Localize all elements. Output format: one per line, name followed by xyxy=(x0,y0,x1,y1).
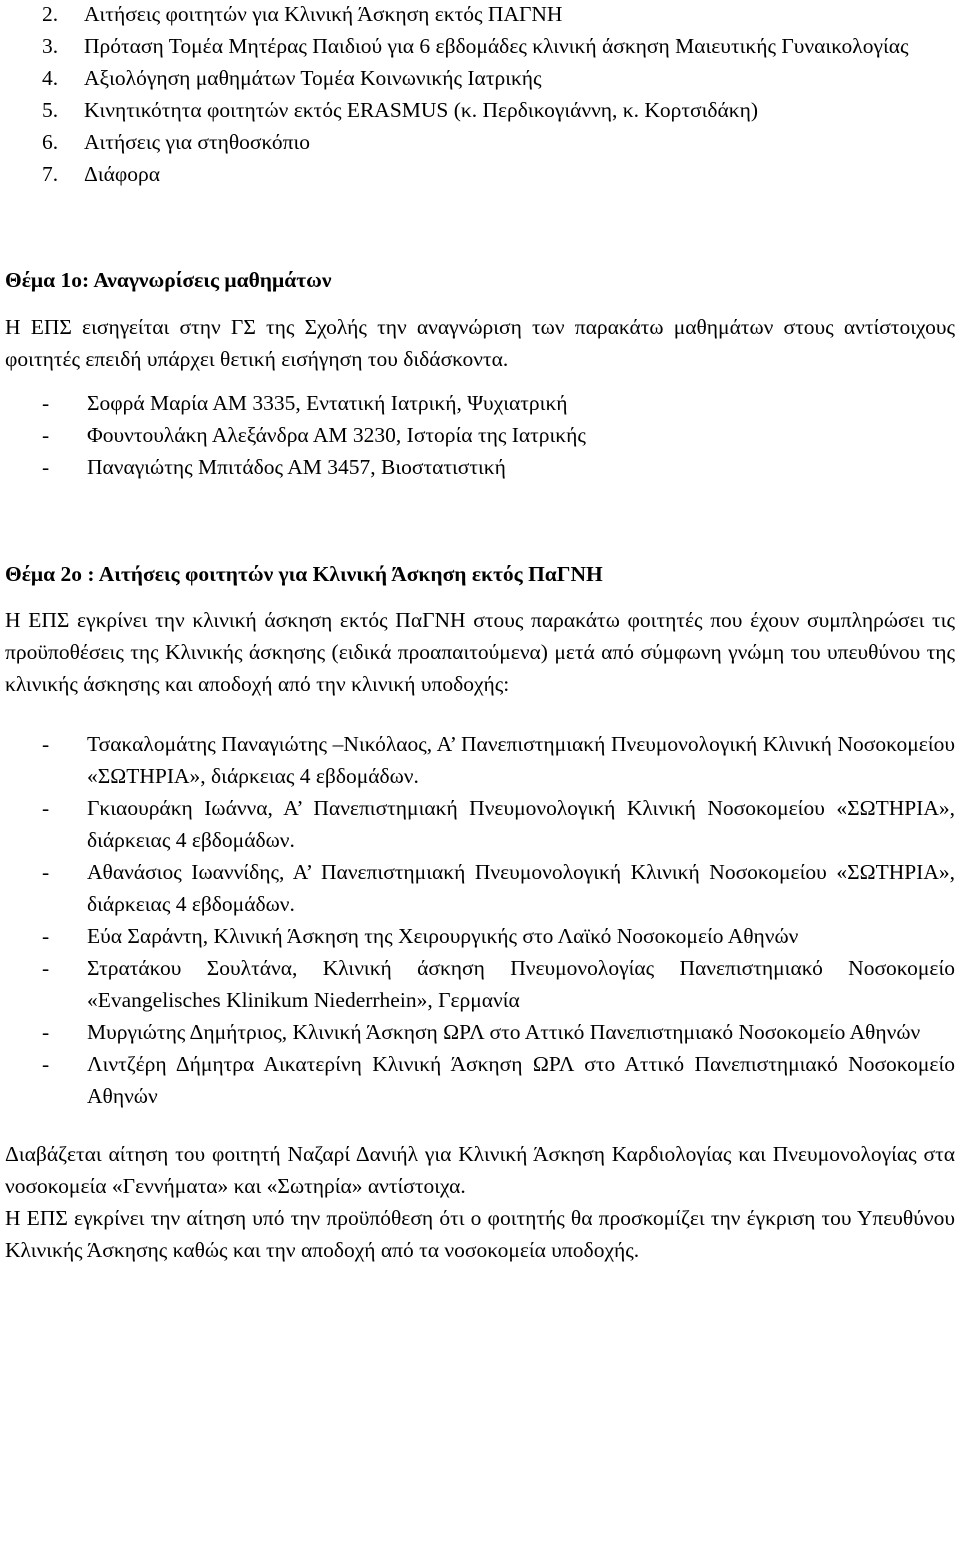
agenda-item-number: 2. xyxy=(42,2,59,26)
list-dash: - xyxy=(42,956,50,980)
agenda-item-text: Αξιολόγηση μαθημάτων Τομέα Κοινωνικής Ιατρικής xyxy=(84,66,542,90)
list-item-text: Εύα Σαράντη, Κλινική Άσκηση της Χειρουργικής στο Λαϊκό Νοσοκομείο Αθηνών xyxy=(87,924,799,948)
agenda-item-number: 6. xyxy=(42,130,59,154)
list-dash: - xyxy=(42,924,50,948)
list-dash: - xyxy=(42,1020,50,1044)
agenda-item xyxy=(5,30,955,62)
list-item xyxy=(5,451,955,483)
closing-paragraph-application: Διαβάζεται αίτηση του φοιτητή Ναζαρί Δανιήλ για Κλινική Άσκηση Καρδιολογίας και Πνευμονολογίας στα νοσοκομεία «Γεννήματα» και «Σωτηρία» αντίστοιχα. xyxy=(5,1142,955,1198)
list-item xyxy=(5,920,955,952)
agenda-item-text: Διάφορα xyxy=(84,162,161,186)
list-item-text: Φουντουλάκη Αλεξάνδρα ΑΜ 3230, Ιστορία της Ιατρικής xyxy=(87,423,586,447)
topic1-heading: Θέμα 1ο: Αναγνωρίσεις μαθημάτων xyxy=(5,268,332,292)
topic2-intro: Η ΕΠΣ εγκρίνει την κλινική άσκηση εκτός ΠαΓΝΗ στους παρακάτω φοιτητές που έχουν συμπληρώσει τις προϋποθέσεις της Κλινικής άσκησης (ειδικά προαπαιτούμενα) μετά από σύμφωνη γνώμη του υπευθύνου της κλινικής άσκησης και αποδοχή από την κλινική υποδοχής: xyxy=(5,608,955,696)
list-dash: - xyxy=(42,732,50,756)
agenda-item-number: 4. xyxy=(42,66,59,90)
list-dash: - xyxy=(42,796,50,820)
agenda-item xyxy=(5,158,955,190)
list-item-text: Μυργιώτης Δημήτριος, Κλινική Άσκηση ΩΡΛ στο Αττικό Πανεπιστημιακό Νοσοκομείο Αθηνών xyxy=(87,1020,921,1044)
list-item-text: Τσακαλομάτης Παναγιώτης –Νικόλαος, Α’ Πανεπιστημιακή Πνευμονολογική Κλινική Νοσοκομείου «ΣΩΤΗΡΙΑ», διάρκειας 4 εβδομάδων. xyxy=(87,732,955,788)
list-item xyxy=(5,728,955,792)
topic2-list xyxy=(5,728,955,1112)
agenda-item-text: Αιτήσεις για στηθοσκόπιο xyxy=(84,130,311,154)
topic2-heading: Θέμα 2ο : Αιτήσεις φοιτητών για Κλινική Άσκηση εκτός ΠαΓΝΗ xyxy=(5,562,603,586)
agenda-item-number: 7. xyxy=(42,162,59,186)
list-item-text: Στρατάκου Σουλτάνα, Κλινική άσκηση Πνευμονολογίας Πανεπιστημιακό Νοσοκομείο «Evangelisches Klinikum Niederrhein», Γερμανία xyxy=(87,956,955,1012)
list-item xyxy=(5,952,955,1016)
agenda-item xyxy=(5,126,955,158)
list-item xyxy=(5,387,955,419)
closing-paragraph-approval: Η ΕΠΣ εγκρίνει την αίτηση υπό την προϋπόθεση ότι ο φοιτητής θα προσκομίζει την έγκριση του Υπευθύνου Κλινικής Άσκησης καθώς και την αποδοχή από τα νοσοκομεία υποδοχής. xyxy=(5,1206,955,1262)
list-item xyxy=(5,792,955,856)
list-dash: - xyxy=(42,455,50,479)
agenda-item xyxy=(5,94,955,126)
list-item-text: Λιντζέρη Δήμητρα Αικατερίνη Κλινική Άσκηση ΩΡΛ στο Αττικό Πανεπιστημιακό Νοσοκομείο Αθηνών xyxy=(87,1052,955,1108)
list-item xyxy=(5,1048,955,1112)
list-item-text: Παναγιώτης Μπιτάδος ΑΜ 3457, Βιοστατιστική xyxy=(87,455,506,479)
agenda-item-text: Κινητικότητα φοιτητών εκτός ERASMUS (κ. Περδικογιάννη, κ. Κορτσιδάκη) xyxy=(84,98,759,122)
list-item xyxy=(5,856,955,920)
list-item xyxy=(5,419,955,451)
agenda-item-number: 5. xyxy=(42,98,59,122)
list-dash: - xyxy=(42,423,50,447)
list-dash: - xyxy=(42,860,50,884)
list-dash: - xyxy=(42,391,50,415)
list-item xyxy=(5,1016,955,1048)
agenda-item xyxy=(5,0,955,30)
agenda-item-number: 3. xyxy=(42,34,59,58)
agenda-item-text: Αιτήσεις φοιτητών για Κλινική Άσκηση εκτός ΠΑΓΝΗ xyxy=(84,2,563,26)
list-dash: - xyxy=(42,1052,50,1076)
topic1-intro: Η ΕΠΣ εισηγείται στην ΓΣ της Σχολής την αναγνώριση των παρακάτω μαθημάτων στους αντίστοιχους φοιτητές επειδή υπάρχει θετική εισήγηση του διδάσκοντα. xyxy=(5,315,955,371)
list-item-text: Σοφρά Μαρία ΑΜ 3335, Εντατική Ιατρική, Ψυχιατρική xyxy=(87,391,568,415)
list-item-text: Γκιαουράκη Ιωάννα, Α’ Πανεπιστημιακή Πνευμονολογική Κλινική Νοσοκομείου «ΣΩΤΗΡΙΑ», διάρκειας 4 εβδομάδων. xyxy=(87,796,955,852)
agenda-item xyxy=(5,62,955,94)
agenda-item-text: Πρόταση Τομέα Μητέρας Παιδιού για 6 εβδομάδες κλινική άσκηση Μαιευτικής Γυναικολογίας xyxy=(84,34,909,58)
list-item-text: Αθανάσιος Ιωαννίδης, Α’ Πανεπιστημιακή Πνευμονολογική Κλινική Νοσοκομείου «ΣΩΤΗΡΙΑ», διάρκειας 4 εβδομάδων. xyxy=(87,860,955,916)
document-page xyxy=(5,0,955,1266)
agenda-list xyxy=(5,0,955,190)
topic1-list xyxy=(5,387,955,483)
